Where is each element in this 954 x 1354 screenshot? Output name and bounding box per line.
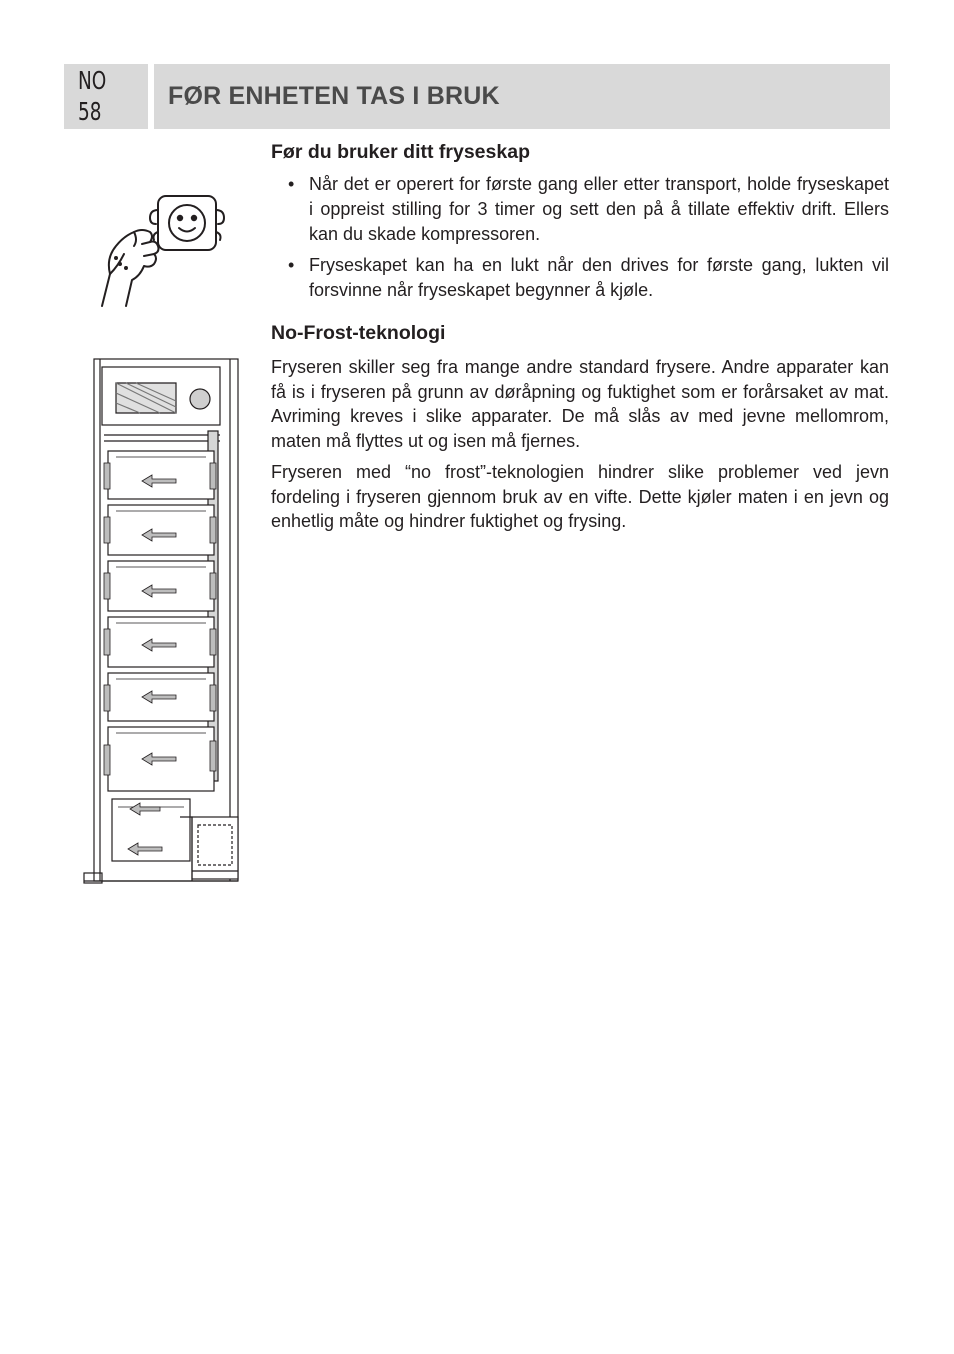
section-title-no-frost: No-Frost-teknologi xyxy=(271,322,446,344)
list-item xyxy=(288,253,889,303)
list-item xyxy=(288,172,889,247)
paragraph: Fryseren med “no frost”-teknologien hindrer slike problemer ved jevn fordeling i fryseren gjennom bruk av en vifte. Dette kjøler maten i en jevn og enhetlig måte og hindrer fuktighet og frysing. xyxy=(271,462,889,532)
bullet-text: Fryseskapet kan ha en lukt når den drives for første gang, lukten vil forsvinne når fryseskapet begynner å kjøle. xyxy=(309,255,889,300)
bullet-list xyxy=(288,172,889,309)
section-title-before-use: Før du bruker ditt fryseskap xyxy=(271,141,530,163)
bullet-text: Når det er operert for første gang eller etter transport, holde fryseskapet i oppreist stilling for 3 timer og sett den på å tillate effektiv drift. Ellers kan du skade kompressoren. xyxy=(309,174,889,244)
bullet-glyph: • xyxy=(288,174,295,194)
paragraph: Fryseren skiller seg fra mange andre standard frysere. Andre apparater kan få is i fryseren på grunn av døråpning og fuktighet som er forårsaket av mat. Avriming kreves i slike apparater. De må slås av med jevne mellomrom, maten må flyttes ut og isen må fjernes. xyxy=(271,357,889,451)
freezer-airflow-diagram xyxy=(80,355,242,887)
language-code: NO xyxy=(78,66,107,95)
section-header-bar xyxy=(154,64,890,129)
hand-plug-icon xyxy=(80,188,240,310)
bullet-glyph: • xyxy=(288,255,295,275)
language-page-box xyxy=(64,64,148,129)
page-title: FØR ENHETEN TAS I BRUK xyxy=(168,82,500,110)
page-number: 58 xyxy=(78,97,102,126)
